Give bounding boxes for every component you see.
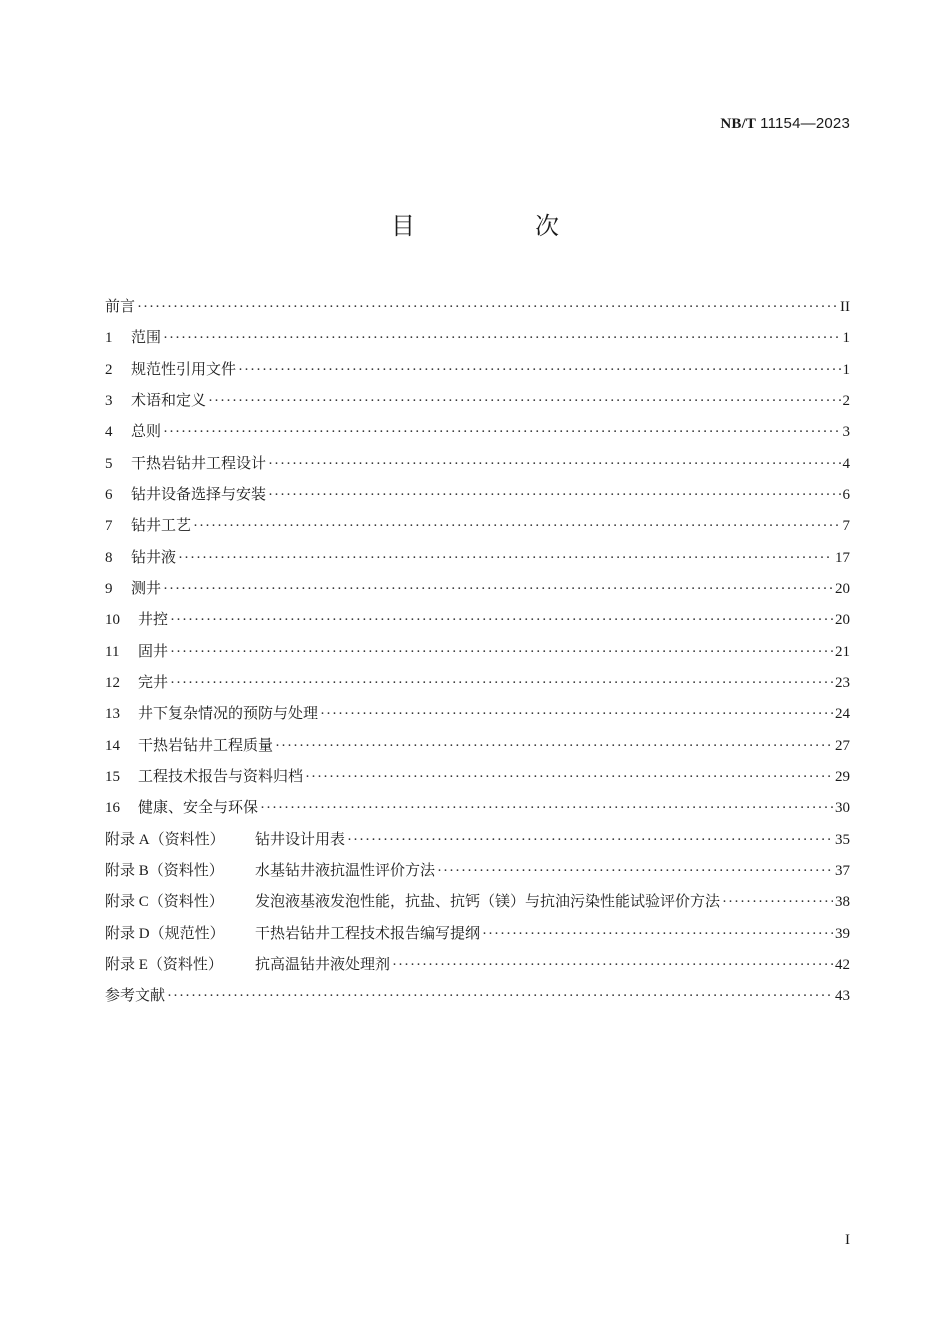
table-of-contents xyxy=(105,292,850,1013)
toc-entry[interactable] xyxy=(105,605,850,636)
toc-entry[interactable] xyxy=(105,981,850,1012)
toc-entry-number: 附录 C（资料性） xyxy=(105,894,224,911)
toc-entry-number: 附录 B（资料性） xyxy=(105,862,224,879)
toc-entry-label: 钻井设备选择与安装 xyxy=(131,486,267,503)
toc-leader-dots xyxy=(238,355,840,386)
toc-entry[interactable] xyxy=(105,543,850,574)
toc-leader-dots xyxy=(163,574,833,605)
toc-entry-label: 钻井液 xyxy=(131,549,177,566)
toc-entry-number: 2 xyxy=(105,361,113,378)
toc-entry-label: 测井 xyxy=(131,580,162,597)
toc-leader-dots xyxy=(193,511,840,542)
toc-entry-page: 30 xyxy=(835,800,850,817)
toc-entry-page: 1 xyxy=(842,330,850,347)
toc-entry[interactable] xyxy=(105,449,850,480)
toc-entry[interactable] xyxy=(105,637,850,668)
standard-number: 11154—2023 xyxy=(760,115,850,132)
toc-entry-label: 井下复杂情况的预防与处理 xyxy=(138,706,319,723)
toc-entry-number: 14 xyxy=(105,737,120,754)
standard-code xyxy=(720,115,850,133)
toc-entry[interactable] xyxy=(105,511,850,542)
toc-leader-dots xyxy=(268,480,840,511)
toc-leader-dots xyxy=(275,731,833,762)
toc-entry[interactable] xyxy=(105,856,850,887)
toc-leader-dots xyxy=(268,449,840,480)
toc-leader-dots xyxy=(170,637,833,668)
toc-leader-dots xyxy=(163,323,840,354)
toc-entry-page: 42 xyxy=(835,956,850,973)
toc-entry-label: 总则 xyxy=(131,424,162,441)
toc-entry-page: 43 xyxy=(835,988,850,1005)
toc-entry-number: 附录 E（资料性） xyxy=(105,956,223,973)
toc-entry[interactable] xyxy=(105,355,850,386)
toc-entry-label: 术语和定义 xyxy=(131,392,207,409)
toc-entry-page: 1 xyxy=(842,361,850,378)
toc-entry-number: 10 xyxy=(105,612,120,629)
standard-prefix: NB/T xyxy=(720,116,757,132)
toc-entry-label: 抗高温钻井液处理剂 xyxy=(255,956,391,973)
toc-entry-page: 17 xyxy=(835,549,850,566)
toc-entry-page: 4 xyxy=(842,455,850,472)
toc-entry[interactable] xyxy=(105,417,850,448)
toc-entry[interactable] xyxy=(105,668,850,699)
toc-leader-dots xyxy=(320,699,833,730)
toc-entry-page: 37 xyxy=(835,862,850,879)
toc-entry-number: 8 xyxy=(105,549,113,566)
toc-entry-page: 35 xyxy=(835,831,850,848)
toc-entry-label: 干热岩钻井工程设计 xyxy=(131,455,267,472)
toc-entry[interactable] xyxy=(105,950,850,981)
toc-entry-number: 附录 A（资料性） xyxy=(105,831,225,848)
toc-leader-dots xyxy=(208,386,840,417)
toc-entry[interactable] xyxy=(105,793,850,824)
toc-leader-dots xyxy=(163,417,840,448)
toc-entry-page: 29 xyxy=(835,768,850,785)
toc-entry[interactable] xyxy=(105,386,850,417)
toc-entry-page: 2 xyxy=(842,392,850,409)
toc-entry[interactable] xyxy=(105,699,850,730)
toc-entry-label: 井控 xyxy=(138,612,169,629)
toc-entry-page: 39 xyxy=(835,925,850,942)
toc-entry-label: 钻井工艺 xyxy=(131,518,192,535)
toc-leader-dots xyxy=(722,887,833,918)
toc-entry-label: 干热岩钻井工程质量 xyxy=(138,737,274,754)
toc-entry-label: 固井 xyxy=(138,643,169,660)
toc-entry[interactable] xyxy=(105,731,850,762)
toc-leader-dots xyxy=(437,856,833,887)
toc-entry-page: II xyxy=(840,299,850,315)
toc-entry[interactable] xyxy=(105,762,850,793)
toc-entry[interactable] xyxy=(105,292,850,323)
toc-leader-dots xyxy=(178,543,833,574)
toc-leader-dots xyxy=(392,950,833,981)
toc-entry-label: 规范性引用文件 xyxy=(131,361,237,378)
toc-entry-page: 24 xyxy=(835,706,850,723)
toc-entry-page: 3 xyxy=(842,424,850,441)
toc-entry-label: 完井 xyxy=(138,674,169,691)
toc-entry-page: 23 xyxy=(835,674,850,691)
toc-entry-number: 7 xyxy=(105,518,113,535)
toc-entry-number: 13 xyxy=(105,706,120,723)
toc-entry-label: 前言 xyxy=(105,299,136,315)
toc-entry-page: 20 xyxy=(835,580,850,597)
toc-entry[interactable] xyxy=(105,887,850,918)
toc-entry-number: 6 xyxy=(105,486,113,503)
toc-leader-dots xyxy=(482,919,833,950)
toc-leader-dots xyxy=(305,762,833,793)
toc-leader-dots xyxy=(167,981,833,1012)
toc-title: 目 次 xyxy=(391,212,607,240)
toc-leader-dots xyxy=(260,793,833,824)
toc-entry-label: 工程技术报告与资料归档 xyxy=(138,768,304,785)
toc-entry-label: 水基钻井液抗温性评价方法 xyxy=(255,862,436,879)
toc-entry-page: 6 xyxy=(842,486,850,503)
toc-entry-page: 7 xyxy=(842,518,850,535)
toc-entry-number: 16 xyxy=(105,800,120,817)
toc-entry[interactable] xyxy=(105,825,850,856)
toc-entry-label: 干热岩钻井工程技术报告编写提纲 xyxy=(255,925,481,942)
toc-entry-label: 钻井设计用表 xyxy=(255,831,346,848)
toc-entry-number: 1 xyxy=(105,330,113,347)
toc-leader-dots xyxy=(347,825,833,856)
toc-entry[interactable] xyxy=(105,919,850,950)
toc-entry[interactable] xyxy=(105,480,850,511)
toc-entry-number: 附录 D（规范性） xyxy=(105,925,225,942)
toc-entry-label: 发泡液基液发泡性能，抗盐、抗钙（镁）与抗油污染性能试验评价方法 xyxy=(255,894,721,911)
toc-leader-dots xyxy=(137,292,838,323)
toc-entry-page: 21 xyxy=(835,643,850,660)
toc-entry-page: 27 xyxy=(835,737,850,754)
page-number: I xyxy=(845,1232,850,1248)
toc-entry[interactable] xyxy=(105,323,850,354)
toc-entry-number: 5 xyxy=(105,455,113,472)
toc-entry-label: 范围 xyxy=(131,330,162,347)
toc-entry-page: 20 xyxy=(835,612,850,629)
toc-entry-number: 11 xyxy=(105,643,120,660)
toc-entry-page: 38 xyxy=(835,894,850,911)
toc-entry[interactable] xyxy=(105,574,850,605)
toc-entry-number: 15 xyxy=(105,768,120,785)
toc-entry-number: 3 xyxy=(105,392,113,409)
toc-leader-dots xyxy=(170,605,833,636)
toc-entry-label: 参考文献 xyxy=(105,988,166,1005)
toc-entry-number: 12 xyxy=(105,674,120,691)
toc-leader-dots xyxy=(170,668,833,699)
toc-entry-number: 4 xyxy=(105,424,113,441)
toc-entry-label: 健康、安全与环保 xyxy=(138,800,259,817)
toc-entry-number: 9 xyxy=(105,580,113,597)
